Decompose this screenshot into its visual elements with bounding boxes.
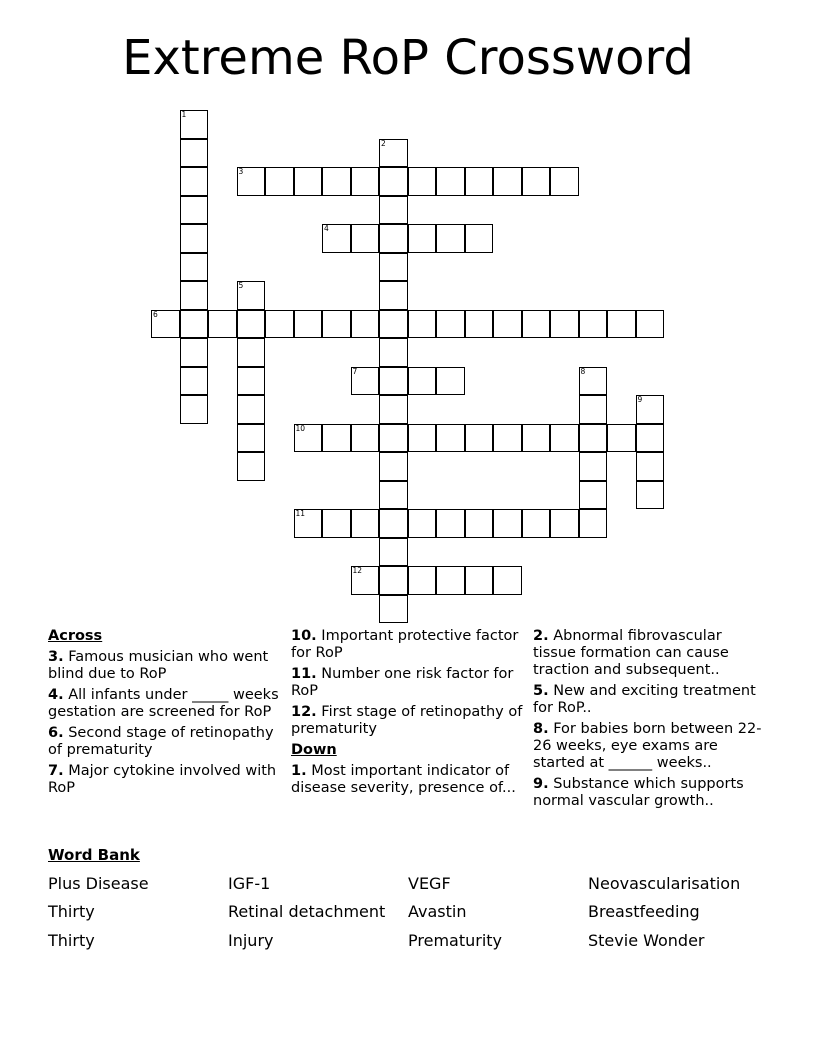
clue-number: 10 [295, 423, 306, 433]
clue-across-7: 7. Major cytokine involved with RoP [48, 763, 277, 796]
word-bank-item: Thirty [48, 902, 95, 921]
grid-cell[interactable] [493, 566, 522, 595]
grid-cell[interactable] [379, 338, 408, 367]
grid-cell[interactable] [408, 224, 437, 253]
grid-cell[interactable] [493, 509, 522, 538]
grid-cell[interactable] [294, 167, 323, 196]
word-bank-item: Neovascularisation [588, 874, 741, 893]
grid-cell[interactable] [379, 310, 408, 339]
grid-cell[interactable] [151, 310, 180, 339]
grid-cell[interactable] [522, 167, 551, 196]
clue-number: 5 [238, 281, 244, 290]
clue-across-3: 3. Famous musician who went blind due to RoP [48, 649, 269, 682]
grid-cell[interactable] [436, 224, 465, 253]
grid-cell[interactable] [237, 452, 266, 481]
clue-number: 4 [324, 224, 329, 233]
grid-cell[interactable] [180, 338, 209, 367]
grid-cell[interactable] [408, 424, 437, 453]
word-bank-heading: Word Bank [48, 846, 140, 864]
grid-cell[interactable] [379, 424, 408, 453]
grid-cell[interactable] [436, 566, 465, 595]
clue-number: 1 [181, 110, 187, 119]
grid-cell[interactable] [208, 310, 237, 339]
grid-cell[interactable] [379, 167, 408, 196]
clues-column-2 [291, 628, 523, 801]
grid-cell[interactable] [351, 167, 380, 196]
grid-cell[interactable] [237, 395, 266, 424]
grid-cell[interactable] [351, 367, 380, 396]
grid-cell[interactable] [579, 367, 608, 396]
grid-cell[interactable] [265, 310, 294, 339]
clues-column-3 [533, 628, 765, 814]
grid-cell[interactable] [237, 310, 266, 339]
clue-across-11: 11. Number one risk factor for RoP [291, 666, 514, 699]
page-title: Extreme RoP Crossword [122, 30, 694, 86]
word-bank-item: Thirty [48, 931, 95, 950]
clue-number: 3 [238, 167, 244, 176]
grid-cell[interactable] [522, 424, 551, 453]
grid-cell[interactable] [237, 338, 266, 367]
grid-cell[interactable] [322, 167, 351, 196]
grid-cell[interactable] [351, 224, 380, 253]
grid-cell[interactable] [180, 110, 209, 139]
grid-cell[interactable] [436, 509, 465, 538]
grid-cell[interactable] [579, 452, 608, 481]
grid-cell[interactable] [579, 310, 608, 339]
clue-down-9: 9. Substance which supports normal vascular growth.. [533, 776, 744, 809]
grid-cell[interactable] [636, 395, 665, 424]
grid-cell[interactable] [579, 509, 608, 538]
grid-cell[interactable] [265, 167, 294, 196]
grid-cell[interactable] [436, 424, 465, 453]
grid-cell[interactable] [322, 509, 351, 538]
word-bank-item: Avastin [408, 902, 467, 921]
clue-number: 8 [580, 366, 586, 376]
grid-cell[interactable] [379, 367, 408, 396]
word-bank-item: Prematurity [408, 931, 503, 950]
clue-number: 2 [381, 138, 386, 148]
down-heading: Down [291, 742, 337, 758]
grid-cell[interactable] [322, 310, 351, 339]
grid-cell[interactable] [636, 452, 665, 481]
grid-cell[interactable] [465, 566, 494, 595]
clue-number: 7 [352, 366, 358, 376]
clues-column-1 [48, 628, 280, 801]
grid-cell[interactable] [607, 424, 636, 453]
grid-cell[interactable] [636, 310, 665, 339]
grid-cell[interactable] [294, 509, 323, 538]
grid-cell[interactable] [379, 452, 408, 481]
word-bank-item: Plus Disease [48, 874, 149, 893]
grid-cell[interactable] [493, 424, 522, 453]
grid-cell[interactable] [408, 509, 437, 538]
grid-cell[interactable] [607, 310, 636, 339]
grid-cell[interactable] [493, 167, 522, 196]
clue-across-10: 10. Important protective factor for RoP [291, 628, 519, 661]
grid-cell[interactable] [351, 509, 380, 538]
grid-cell[interactable] [579, 424, 608, 453]
grid-cell[interactable] [408, 310, 437, 339]
grid-cell[interactable] [180, 224, 209, 253]
grid-cell[interactable] [322, 224, 351, 253]
word-bank-item: Breastfeeding [588, 902, 700, 921]
grid-cell[interactable] [379, 595, 408, 624]
grid-cell[interactable] [237, 281, 266, 310]
across-heading: Across [48, 628, 103, 644]
clue-across-4: 4. All infants under _____ weeks gestation are screened for RoP [48, 687, 279, 720]
grid-cell[interactable] [379, 481, 408, 510]
grid-cell[interactable] [522, 509, 551, 538]
clue-number: 11 [295, 509, 306, 518]
grid-cell[interactable] [579, 395, 608, 424]
grid-cell[interactable] [465, 424, 494, 453]
grid-cell[interactable] [379, 509, 408, 538]
grid-cell[interactable] [180, 196, 209, 225]
grid-cell[interactable] [180, 395, 209, 424]
word-bank-item: Retinal detachment [228, 902, 386, 921]
grid-cell[interactable] [436, 310, 465, 339]
grid-cell[interactable] [408, 367, 437, 396]
clue-down-2: 2. Abnormal fibrovascular tissue formation can cause traction and subsequent.. [533, 628, 729, 678]
grid-cell[interactable] [550, 167, 579, 196]
grid-cell[interactable] [436, 367, 465, 396]
word-bank-item: VEGF [408, 874, 451, 893]
word-bank-item: Stevie Wonder [588, 931, 705, 950]
clue-number: 9 [637, 395, 643, 404]
grid-cell[interactable] [379, 139, 408, 168]
grid-cell[interactable] [351, 310, 380, 339]
clue-across-6: 6. Second stage of retinopathy of prematurity [48, 725, 274, 758]
word-bank-item: Injury [228, 931, 274, 950]
clue-number: 12 [352, 566, 363, 575]
grid-cell[interactable] [465, 224, 494, 253]
grid-cell[interactable] [379, 224, 408, 253]
grid-cell[interactable] [237, 167, 266, 196]
grid-cell[interactable] [351, 566, 380, 595]
grid-cell[interactable] [436, 167, 465, 196]
grid-cell[interactable] [379, 395, 408, 424]
grid-cell[interactable] [465, 167, 494, 196]
grid-cell[interactable] [294, 310, 323, 339]
grid-cell[interactable] [322, 424, 351, 453]
grid-cell[interactable] [408, 566, 437, 595]
grid-cell[interactable] [465, 310, 494, 339]
grid-cell[interactable] [550, 424, 579, 453]
grid-cell[interactable] [180, 167, 209, 196]
grid-cell[interactable] [379, 253, 408, 282]
grid-cell[interactable] [408, 167, 437, 196]
word-bank-item: IGF-1 [228, 874, 271, 893]
grid-cell[interactable] [465, 509, 494, 538]
clue-down-1: 1. Most important indicator of disease severity, presence of... [291, 763, 516, 796]
grid-cell[interactable] [294, 424, 323, 453]
grid-cell[interactable] [237, 367, 266, 396]
clue-down-5: 5. New and exciting treatment for RoP.. [533, 683, 756, 716]
grid-cell[interactable] [351, 424, 380, 453]
grid-cell[interactable] [550, 509, 579, 538]
clue-down-8: 8. For babies born between 22-26 weeks, eye exams are started at ______ weeks.. [533, 721, 762, 771]
clue-across-12: 12. First stage of retinopathy of prematurity [291, 704, 523, 737]
grid-cell[interactable] [522, 310, 551, 339]
grid-cell[interactable] [180, 367, 209, 396]
grid-cell[interactable] [180, 310, 209, 339]
grid-cell[interactable] [379, 538, 408, 567]
grid-cell[interactable] [379, 281, 408, 310]
grid-cell[interactable] [636, 481, 665, 510]
grid-cell[interactable] [636, 424, 665, 453]
grid-cell[interactable] [180, 253, 209, 282]
grid-cell[interactable] [379, 566, 408, 595]
grid-cell[interactable] [180, 139, 209, 168]
grid-cell[interactable] [379, 196, 408, 225]
grid-cell[interactable] [237, 424, 266, 453]
grid-cell[interactable] [493, 310, 522, 339]
grid-cell[interactable] [180, 281, 209, 310]
grid-cell[interactable] [550, 310, 579, 339]
grid-cell[interactable] [579, 481, 608, 510]
clue-number: 6 [153, 309, 158, 319]
